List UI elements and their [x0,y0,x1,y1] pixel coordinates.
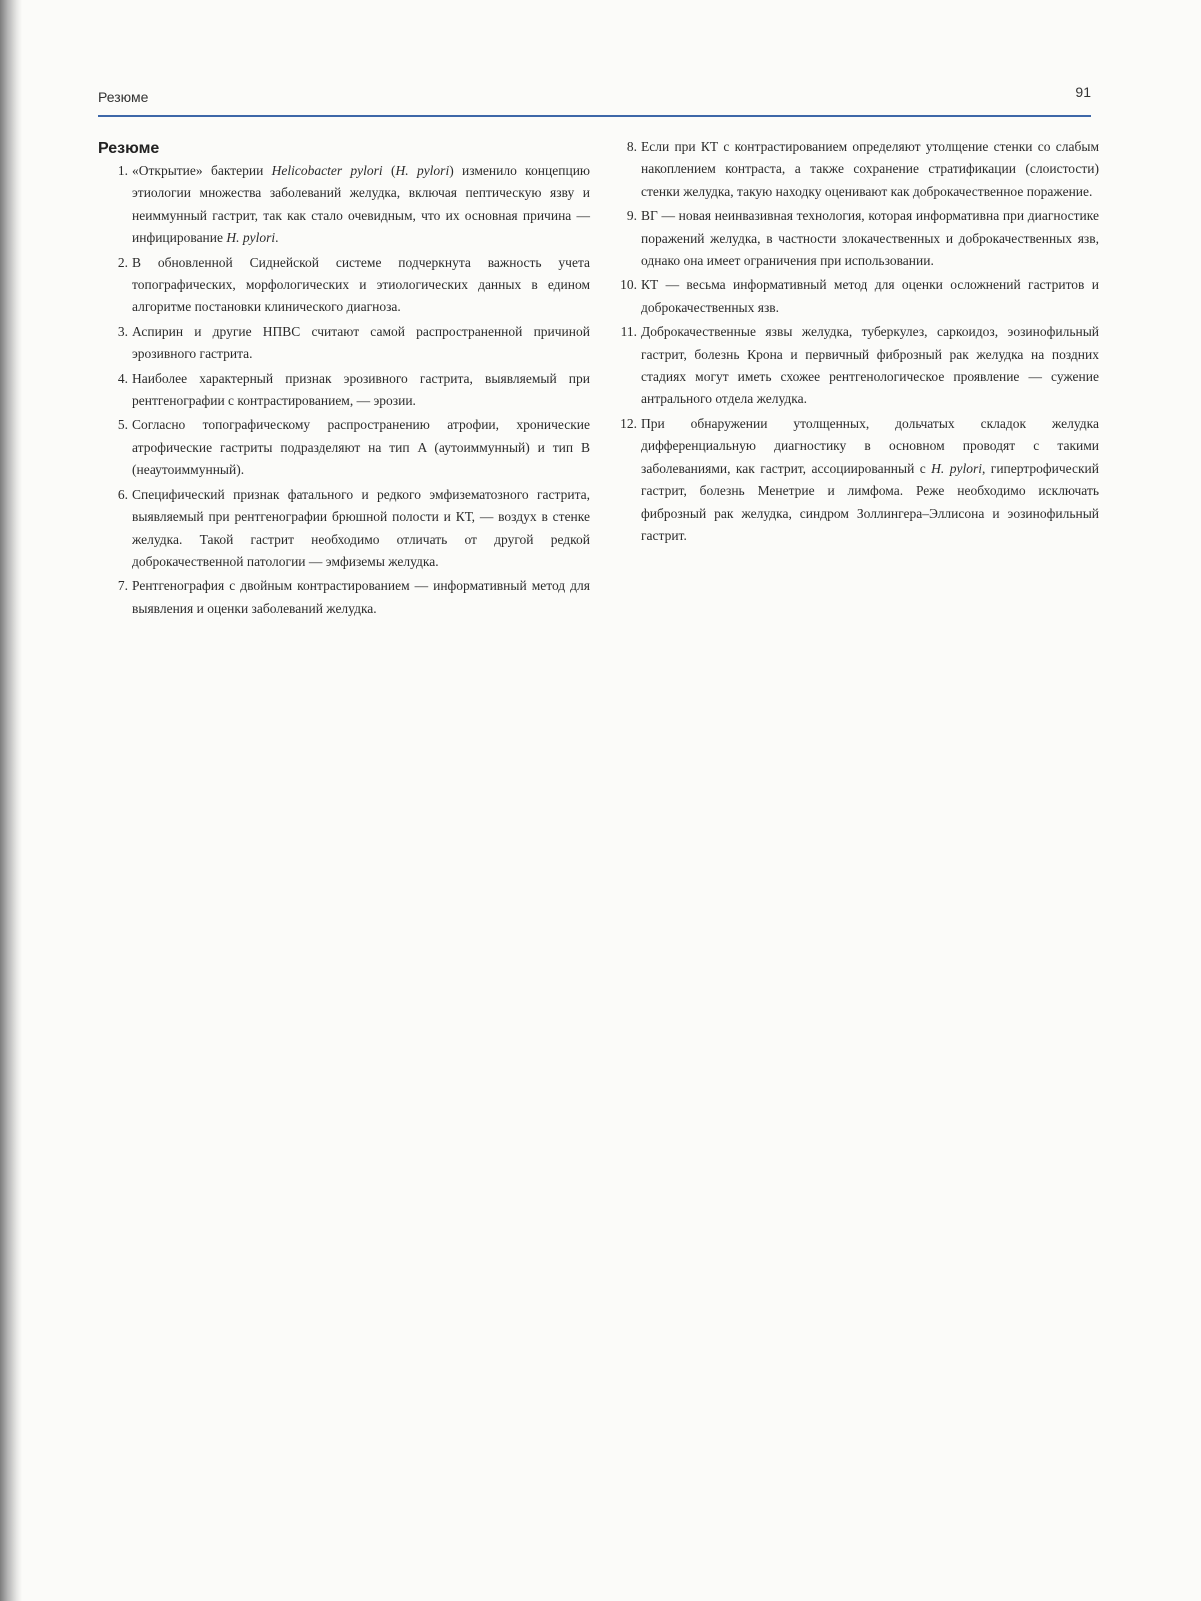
summary-list-right-column [615,136,1099,549]
summary-item-number: 3. [117,323,128,339]
summary-item [615,205,1099,272]
summary-item [106,414,590,481]
summary-item-number: 7. [117,578,128,594]
summary-item-text: Доброкачественные язвы желудка, туберкулез, саркоидоз, эозинофильный гастрит, болезнь Крона и первичный фиброзный рак желудка на поздних стадиях могут иметь схожее рентгенологическое проявление — сужение антрального отдела желудка. [641,324,1099,407]
page-binding-shadow [0,0,22,1601]
summary-item [615,413,1099,547]
summary-item [106,368,590,413]
summary-item-number: 10. [620,277,637,293]
summary-item-number: 1. [117,163,128,178]
running-head: Резюме [98,89,149,105]
summary-item-number: 6. [117,486,128,502]
summary-item [615,321,1099,411]
summary-item [106,484,590,574]
section-title: Резюме [98,140,160,157]
summary-item [106,321,590,366]
summary-item-text: Наиболее характерный признак эрозивного гастрита, выявляемый при рентгенографии с контрастированием, — эрозии. [132,370,590,409]
summary-item-text: «Открытие» бактерии Helicobacter pylori (H. pylori) изменило концепцию этиологии множества заболеваний желудка, включая пептическую язву и неиммунный гастрит, так как стало очевидным, что их основная причина — инфицирование H. pylori. [132,163,590,246]
summary-item-number: 2. [117,254,128,270]
summary-list-left-column [106,160,590,622]
summary-item [615,274,1099,319]
page-number: 91 [1075,84,1091,100]
summary-item-text: КТ — весьма информативный метод для оценки осложнений гастритов и доброкачественных язв. [641,277,1099,315]
summary-item [615,136,1099,203]
summary-item-text: Если при КТ с контрастированием определяют утолщение стенки со слабым накоплением контраста, а также сохранение стратификации (слоистости) стенки желудка, такую находку оценивают как доброкачественное поражение. [641,139,1099,199]
header-rule [98,115,1091,117]
summary-item-number: 12. [620,415,637,431]
summary-item [106,575,590,620]
summary-item-number: 8. [626,139,637,154]
summary-item-text: ВГ — новая неинвазивная технология, которая информативна при диагностике поражений желудка, в частности злокачественных и доброкачественных язв, однако она имеет ограничения при использовании. [641,208,1099,269]
summary-item-number: 4. [117,370,128,386]
summary-item-number: 9. [626,208,637,224]
summary-item-number: 5. [117,417,128,433]
summary-item-text: При обнаружении утолщенных, дольчатых складок желудка дифференциальную диагностику в основном проводят с такими заболеваниями, как гастрит, ассоциированный с H. pylori, гипертрофический гастрит, болезнь Менетрие и лимфома. Реже необходимо исключать фиброзный рак желудка, синдром Золлингера–Эллисона и эозинофильный гастрит. [641,415,1099,543]
summary-item-text: Аспирин и другие НПВС считают самой распространенной причиной эрозивного гастрита. [132,323,590,362]
summary-item-text: Рентгенография с двойным контрастированием — информативный метод для выявления и оценки заболеваний желудка. [132,578,590,616]
summary-item-number: 11. [620,324,637,340]
summary-item-text: Специфический признак фатального и редкого эмфизематозного гастрита, выявляемый при рентгенографии брюшной полости и КТ, — воздух в стенке желудка. Такой гастрит необходимо отличать от другой редкой доброкачественной патологии — эмфиземы желудка. [132,486,590,569]
summary-item-text: Согласно топографическому распространению атрофии, хронические атрофические гастриты подразделяют на тип A (аутоиммунный) и тип B (неаутоиммунный). [132,417,590,478]
summary-item [106,160,590,250]
summary-item-text: В обновленной Сиднейской системе подчеркнута важность учета топографических, морфологических и этиологических данных в едином алгоритме постановки клинического диагноза. [132,254,590,315]
summary-item [106,252,590,319]
